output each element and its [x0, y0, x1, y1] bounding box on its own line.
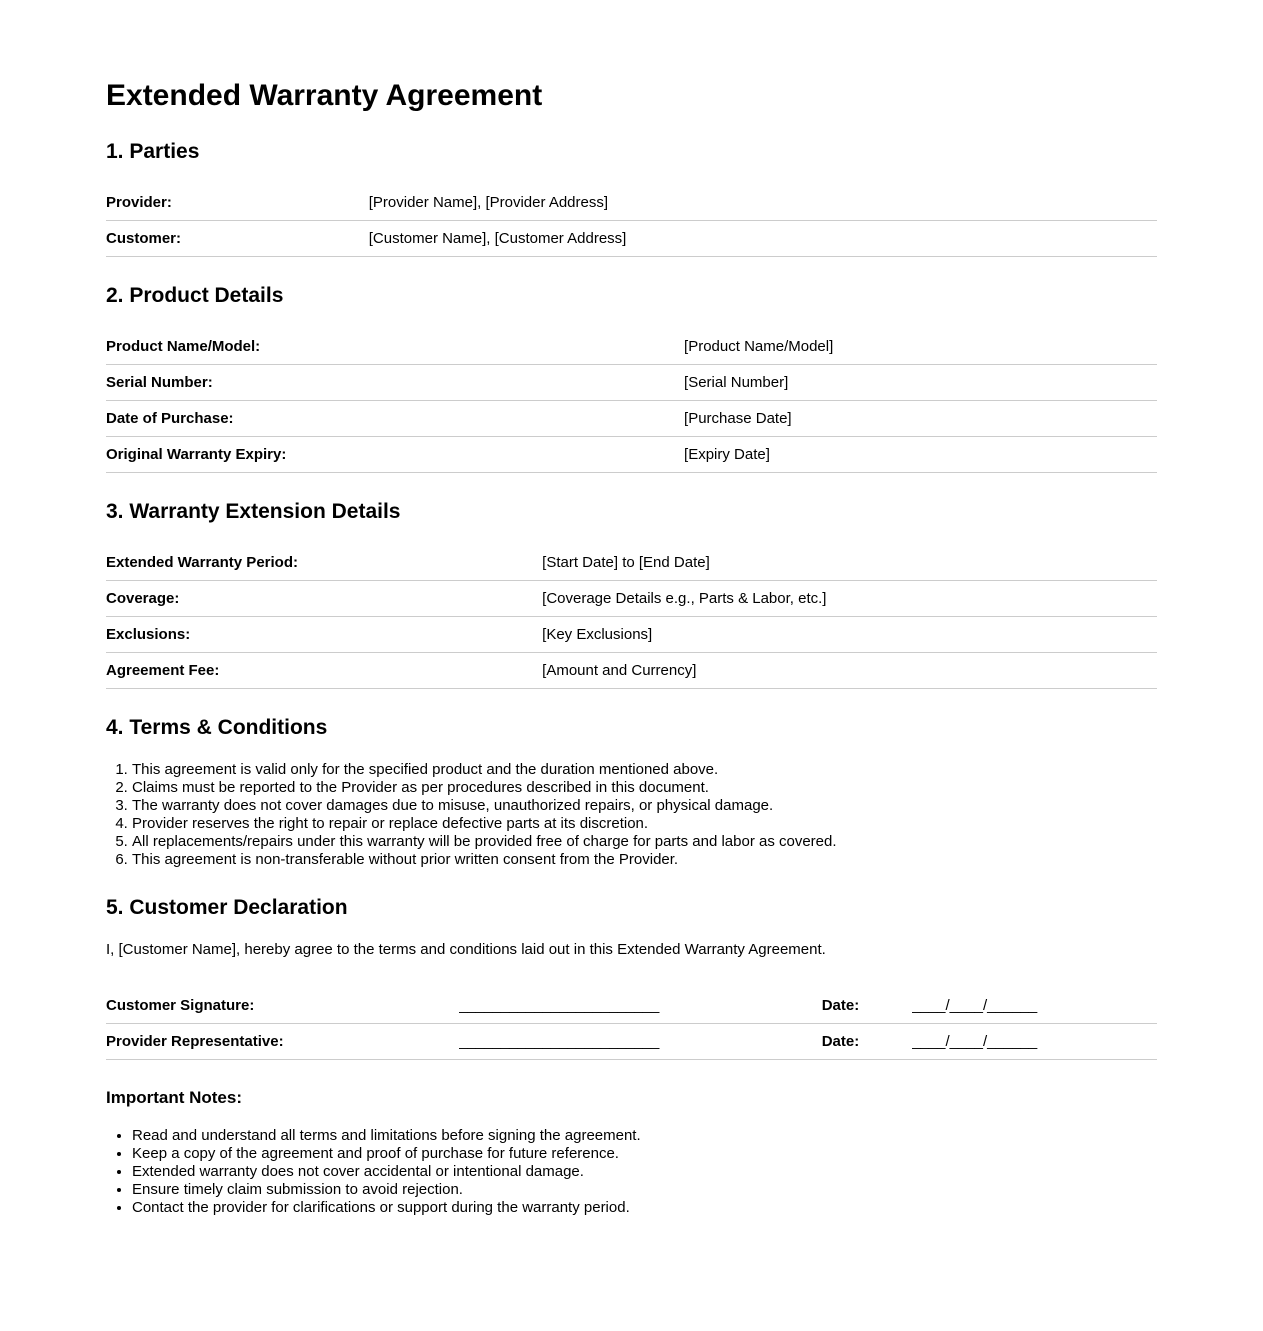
product-details-table: [106, 329, 1157, 473]
table-row: [106, 988, 1157, 1024]
table-row: [106, 581, 1157, 617]
section-heading-product-details: 2. Product Details: [106, 284, 284, 307]
row-label: Date of Purchase:: [106, 401, 684, 437]
terms-item: 2. Claims must be reported to the Provider as per procedures described in this document.: [132, 779, 1157, 797]
signature-table: [106, 988, 1157, 1060]
terms-item: 5. All replacements/repairs under this warranty will be provided free of charge for parts and labor as covered.: [132, 833, 1157, 851]
row-value: [Customer Name], [Customer Address]: [369, 221, 1157, 257]
terms-item: 3. The warranty does not cover damages due to misuse, unauthorized repairs, or physical damage.: [132, 797, 1157, 815]
note-item: • Read and understand all terms and limitations before signing the agreement.: [132, 1127, 1157, 1145]
row-label: Extended Warranty Period:: [106, 545, 542, 581]
table-row: [106, 1024, 1157, 1060]
note-item: • Extended warranty does not cover accidental or intentional damage.: [132, 1163, 1157, 1181]
table-row: [106, 545, 1157, 581]
date-blank-line: ____/____/______: [912, 988, 1157, 1024]
row-label: Serial Number:: [106, 365, 684, 401]
row-value: [Coverage Details e.g., Parts & Labor, etc.]: [542, 581, 1157, 617]
row-value: [Expiry Date]: [684, 437, 1157, 473]
parties-table: [106, 185, 1157, 257]
row-value: [Product Name/Model]: [684, 329, 1157, 365]
notes-list: [106, 1127, 1157, 1217]
table-row: [106, 329, 1157, 365]
date-label: Date:: [822, 1024, 912, 1060]
section-heading-warranty-extension: 3. Warranty Extension Details: [106, 500, 401, 523]
row-label: Exclusions:: [106, 617, 542, 653]
row-value: [Key Exclusions]: [542, 617, 1157, 653]
date-blank-line: ____/____/______: [912, 1024, 1157, 1060]
row-label: Coverage:: [106, 581, 542, 617]
warranty-extension-table: [106, 545, 1157, 689]
section-heading-terms: 4. Terms & Conditions: [106, 716, 328, 739]
table-row: [106, 401, 1157, 437]
row-label: Original Warranty Expiry:: [106, 437, 684, 473]
terms-item: 6. This agreement is non-transferable without prior written consent from the Provider.: [132, 851, 1157, 869]
page-title: Extended Warranty Agreement: [106, 79, 543, 112]
notes-heading: Important Notes:: [106, 1088, 242, 1107]
declaration-text: I, [Customer Name], hereby agree to the terms and conditions laid out in this Extended Warranty Agreement.: [106, 941, 826, 958]
section-heading-declaration: 5. Customer Declaration: [106, 896, 348, 919]
row-label: Agreement Fee:: [106, 653, 542, 689]
signature-blank-line: ________________________: [459, 1024, 822, 1060]
row-label: Product Name/Model:: [106, 329, 684, 365]
table-row: [106, 437, 1157, 473]
signature-blank-line: ________________________: [459, 988, 822, 1024]
table-row: [106, 653, 1157, 689]
terms-item: 1. This agreement is valid only for the specified product and the duration mentioned above.: [132, 761, 1157, 779]
table-row: [106, 185, 1157, 221]
row-value: [Serial Number]: [684, 365, 1157, 401]
row-label: Provider:: [106, 185, 369, 221]
table-row: [106, 365, 1157, 401]
section-heading-parties: 1. Parties: [106, 140, 200, 163]
table-row: [106, 221, 1157, 257]
terms-list: [106, 761, 1157, 869]
row-value: [Amount and Currency]: [542, 653, 1157, 689]
row-value: [Start Date] to [End Date]: [542, 545, 1157, 581]
note-item: • Keep a copy of the agreement and proof of purchase for future reference.: [132, 1145, 1157, 1163]
terms-item: 4. Provider reserves the right to repair or replace defective parts at its discretion.: [132, 815, 1157, 833]
table-row: [106, 617, 1157, 653]
signature-row-label: Provider Representative:: [106, 1024, 459, 1060]
row-label: Customer:: [106, 221, 369, 257]
note-item: • Ensure timely claim submission to avoid rejection.: [132, 1181, 1157, 1199]
signature-row-label: Customer Signature:: [106, 988, 459, 1024]
row-value: [Provider Name], [Provider Address]: [369, 185, 1157, 221]
date-label: Date:: [822, 988, 912, 1024]
row-value: [Purchase Date]: [684, 401, 1157, 437]
note-item: • Contact the provider for clarifications or support during the warranty period.: [132, 1199, 1157, 1217]
